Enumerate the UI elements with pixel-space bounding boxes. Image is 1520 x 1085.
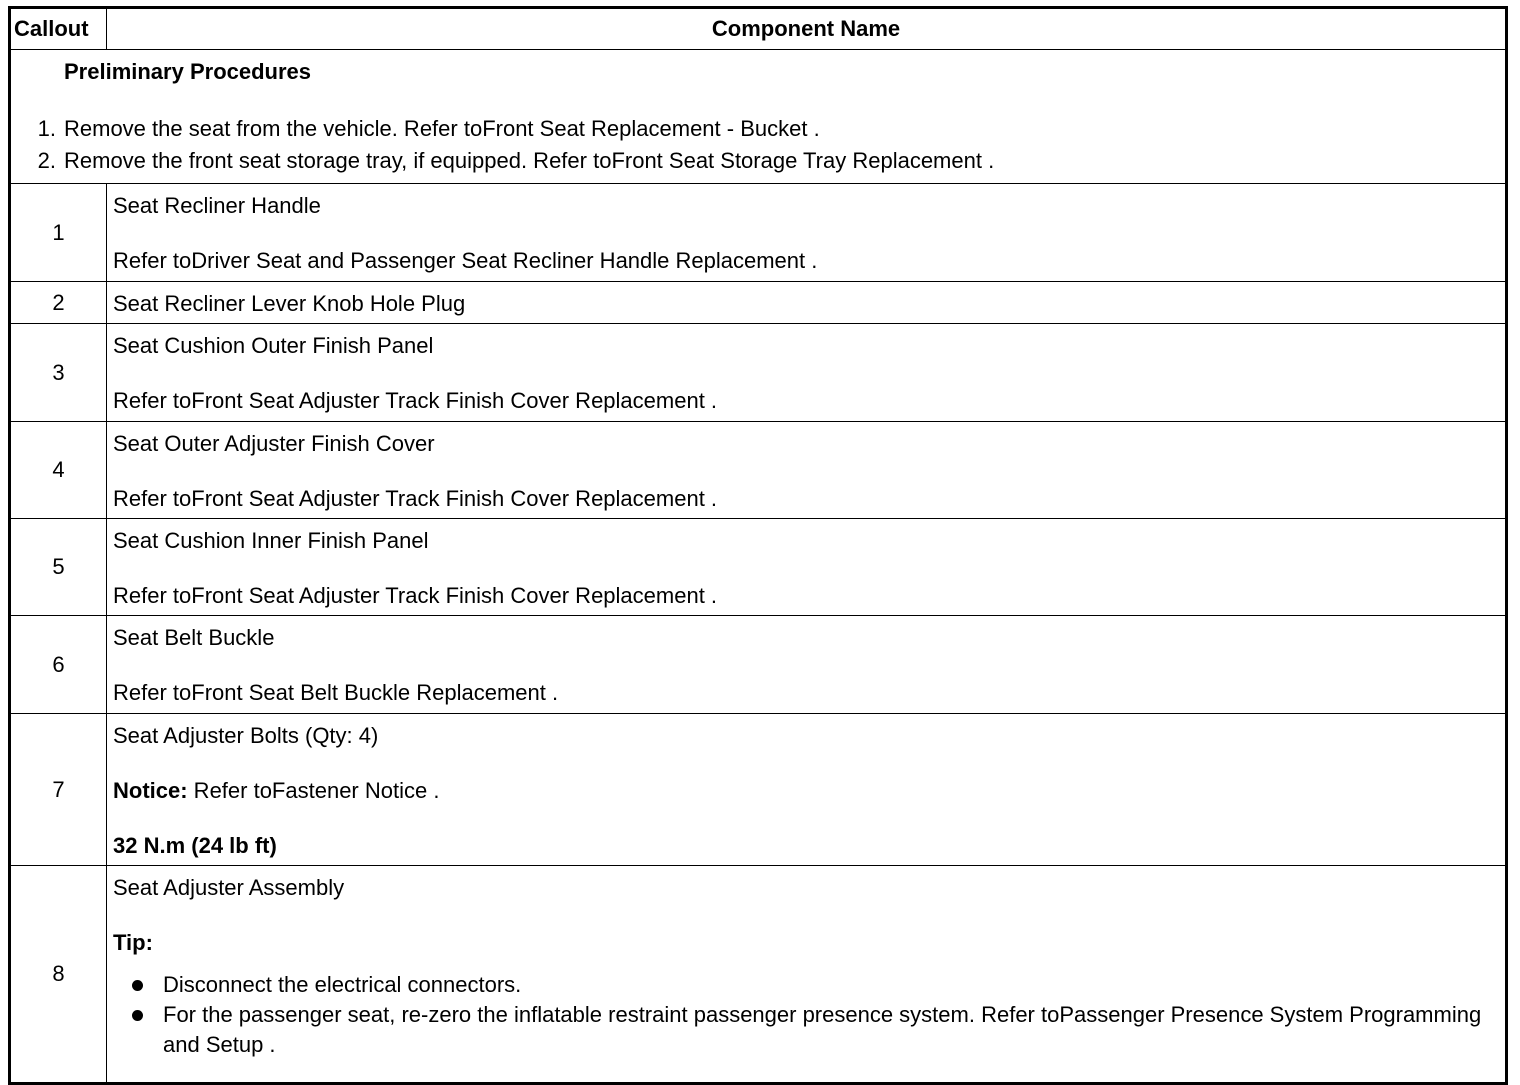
- component-name: Seat Adjuster Bolts (Qty: 4): [113, 723, 379, 748]
- callout-number: 5: [10, 519, 107, 616]
- callout-number: 1: [10, 184, 107, 282]
- preliminary-procedures: [10, 50, 1507, 184]
- step-text: Remove the front seat storage tray, if equipped. Refer toFront Seat Storage Tray Replacement .: [64, 148, 995, 173]
- tip-label-text: Tip:: [113, 930, 153, 955]
- notice: [113, 777, 1499, 804]
- tip-item: [113, 1000, 1499, 1060]
- table-row: [10, 519, 1507, 616]
- table-row: [10, 282, 1507, 324]
- component-name: Seat Adjuster Assembly: [113, 875, 345, 900]
- table-row: [10, 616, 1507, 714]
- component-name: Seat Recliner Lever Knob Hole Plug: [113, 291, 466, 316]
- notice-label: Notice:: [113, 778, 188, 803]
- component-cell: [107, 324, 1507, 422]
- tip-item: [113, 970, 1499, 1000]
- component-cell: [107, 714, 1507, 866]
- component-cell: [107, 519, 1507, 616]
- component-cell: [107, 282, 1507, 324]
- step: [11, 113, 1499, 145]
- step-number: 1.: [37, 116, 56, 141]
- step: [11, 145, 1499, 177]
- component-cell: [107, 184, 1507, 282]
- reference-link[interactable]: Refer toDriver Seat and Passenger Seat Recliner Handle Replacement .: [113, 248, 818, 273]
- step-number: 2.: [37, 148, 56, 173]
- callout-number: 6: [10, 616, 107, 714]
- reference-link[interactable]: Refer toFront Seat Adjuster Track Finish Cover Replacement .: [113, 583, 718, 608]
- tip-text: Disconnect the electrical connectors.: [163, 972, 522, 997]
- header-component-name: Component Name: [107, 8, 1507, 50]
- component-name: Seat Outer Adjuster Finish Cover: [113, 431, 435, 456]
- step-text: Remove the seat from the vehicle. Refer toFront Seat Replacement - Bucket .: [64, 116, 820, 141]
- callout-number: 8: [10, 866, 107, 1084]
- bullet-icon: [113, 1000, 163, 1060]
- component-cell: [107, 422, 1507, 519]
- table-row: [10, 866, 1507, 1084]
- torque-value: 32 N.m (24 lb ft): [113, 833, 277, 858]
- table-row: [10, 422, 1507, 519]
- notice-link[interactable]: Refer toFastener Notice .: [187, 778, 440, 803]
- bullet-icon: [113, 970, 163, 1000]
- reference-link[interactable]: Refer toFront Seat Adjuster Track Finish Cover Replacement .: [113, 388, 718, 413]
- header-callout: Callout: [10, 8, 107, 50]
- callout-number: 2: [10, 282, 107, 324]
- component-table: [8, 6, 1508, 1085]
- preliminary-title: Preliminary Procedures: [64, 59, 312, 84]
- tip-label: [113, 929, 1499, 956]
- preliminary-procedures-row: [10, 50, 1507, 184]
- callout-number: 7: [10, 714, 107, 866]
- tip-text[interactable]: For the passenger seat, re-zero the inflatable restraint passenger presence system. Refer toPassenger Presence System Programming and Setup .: [163, 1002, 1482, 1057]
- component-cell: [107, 866, 1507, 1084]
- reference-link[interactable]: Refer toFront Seat Adjuster Track Finish Cover Replacement .: [113, 486, 718, 511]
- preliminary-steps: [11, 113, 1499, 177]
- component-name: Seat Cushion Inner Finish Panel: [113, 528, 429, 553]
- table-header: [10, 8, 1507, 50]
- callout-number: 3: [10, 324, 107, 422]
- table-row: [10, 324, 1507, 422]
- tip-list: [113, 970, 1499, 1060]
- component-name: Seat Recliner Handle: [113, 193, 321, 218]
- component-name: Seat Cushion Outer Finish Panel: [113, 333, 434, 358]
- reference-link[interactable]: Refer toFront Seat Belt Buckle Replacement .: [113, 680, 559, 705]
- callout-number: 4: [10, 422, 107, 519]
- table-row: [10, 184, 1507, 282]
- component-name: Seat Belt Buckle: [113, 625, 275, 650]
- torque-spec: [113, 832, 1499, 859]
- component-cell: [107, 616, 1507, 714]
- table-row: [10, 714, 1507, 866]
